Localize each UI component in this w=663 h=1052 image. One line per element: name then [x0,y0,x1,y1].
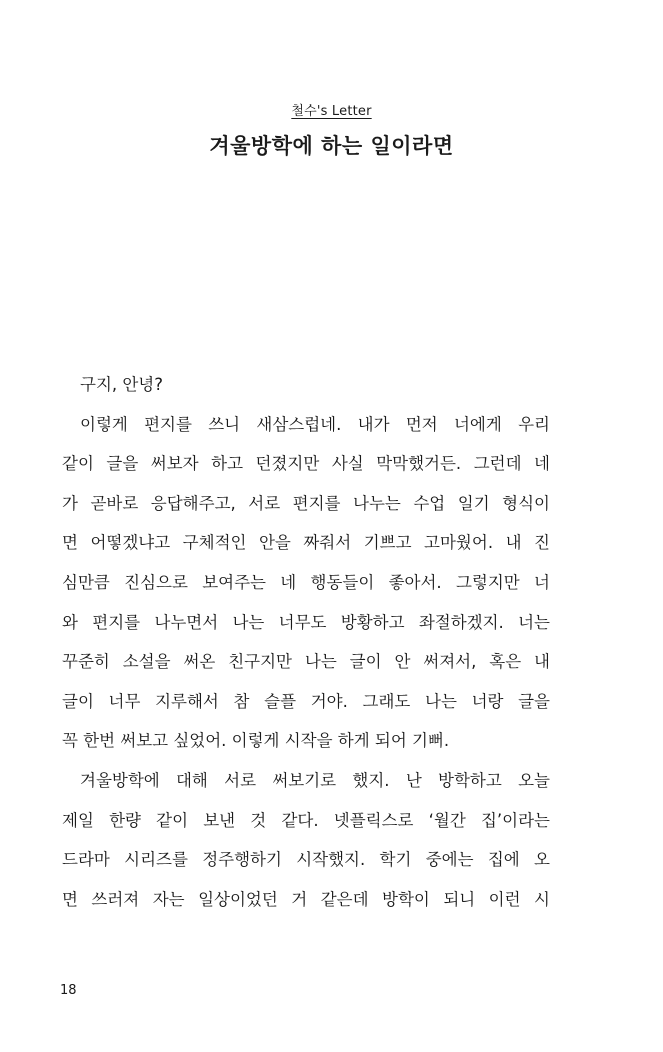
body-line: 구지, 안녕? [80,375,164,394]
body-line: 이렇게 편지를 쓰니 새삼스럽네. 내가 먼저 너에게 우리 [80,414,550,434]
letter-kicker: 철수's Letter [291,104,372,119]
body-line: 드라마 시리즈를 정주행하기 시작했지. 학기 중에는 집에 오 [62,850,550,870]
body-line: 면 쓰러져 자는 일상이었던 거 같은데 방학이 되니 이런 시 [62,889,550,909]
body-line: 꾸준히 소설을 써온 친구지만 나는 글이 안 써져서, 혹은 내 [62,652,550,672]
body-line: 제일 한량 같이 보낸 것 같다. 넷플릭스로 ‘월간 집’이라는 [62,810,550,830]
letter-body [62,370,550,924]
body-line: 꼭 한번 써보고 싶었어. 이렇게 시작을 하게 되어 기뻐. [62,731,450,751]
page-title: 겨울방학에 하는 일이라면 [209,134,454,158]
page-number: 18 [60,983,77,998]
body-line: 심만큼 진심으로 보여주는 네 행동들이 좋아서. 그렇지만 너 [62,572,550,592]
body-line: 글이 너무 지루해서 참 슬플 거야. 그래도 나는 너랑 글을 [62,691,550,711]
body-line: 와 편지를 나누면서 나는 너무도 방황하고 좌절하겠지. 너는 [62,612,550,632]
body-line: 면 어떻겠냐고 구체적인 안을 짜줘서 기쁘고 고마웠어. 내 진 [62,533,550,553]
body-line: 같이 글을 써보자 하고 던졌지만 사실 막막했거든. 그런데 네 [62,454,550,474]
body-line: 겨울방학에 대해 서로 써보기로 했지. 난 방학하고 오늘 [80,770,550,790]
body-line: 가 곧바로 응답해주고, 서로 편지를 나누는 수업 일기 형식이 [62,493,550,513]
